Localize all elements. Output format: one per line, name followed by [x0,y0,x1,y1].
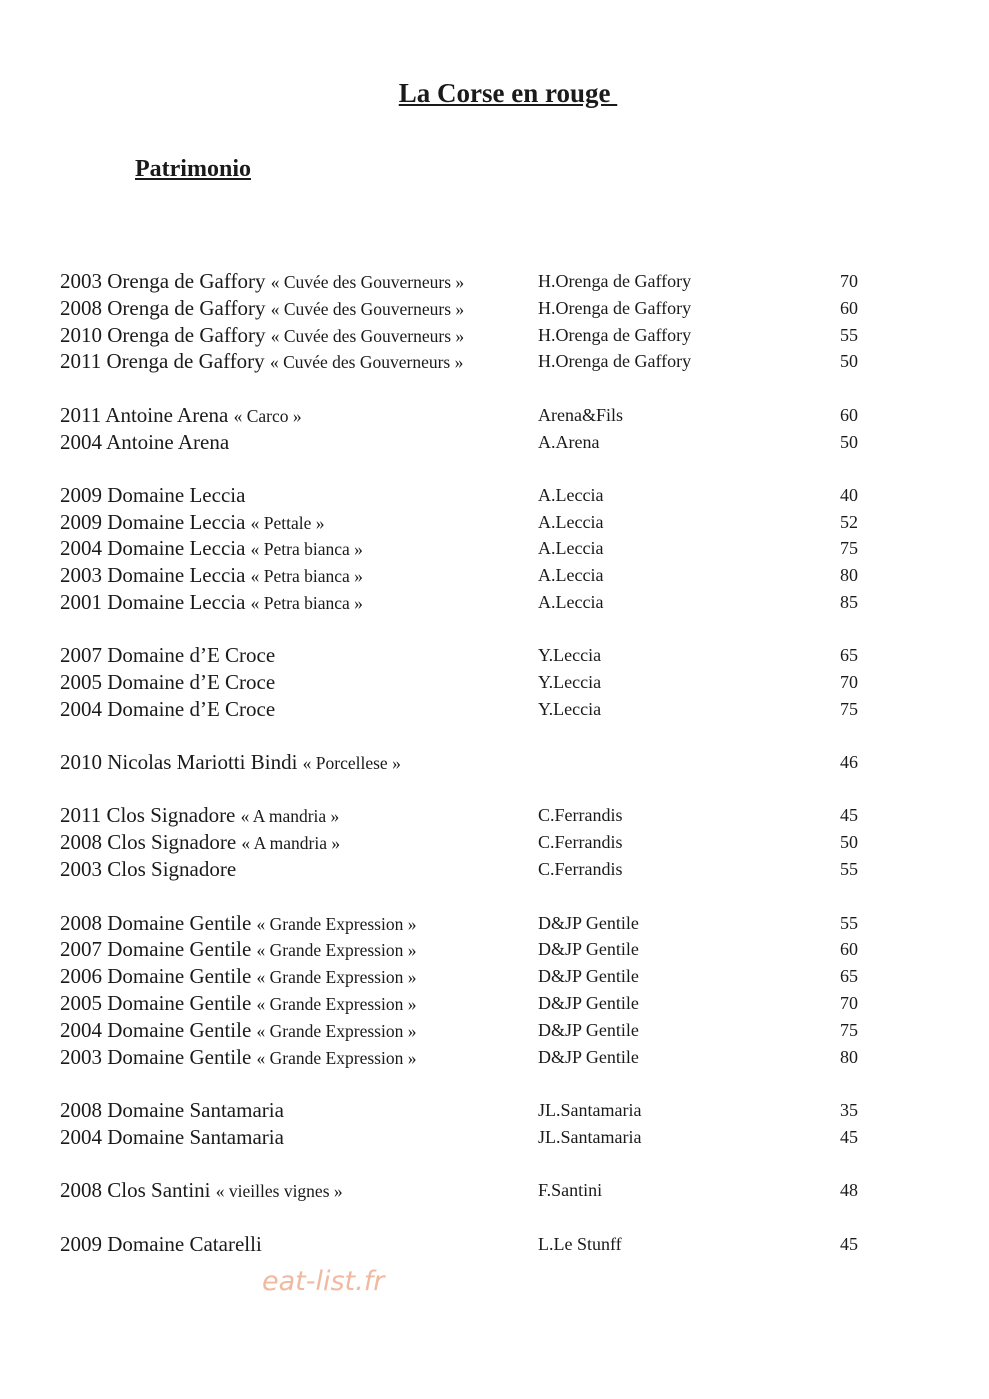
wine-producer: C.Ferrandis [538,832,623,852]
wine-row [0,856,989,883]
wine-name [60,669,275,696]
page-title: La Corse en rouge [398,78,618,108]
wine-vintage-name: 2008 Domaine Santamaria [60,1098,284,1122]
wine-price: 85 [840,592,858,612]
wine-name [60,963,416,991]
wine-producer: Y.Leccia [538,645,602,665]
wine-vintage-name: 2009 Domaine Leccia [60,483,246,507]
wine-cuvee: « Petra bianca » [250,539,363,559]
wine-vintage-name: 2001 Domaine Leccia [60,590,246,614]
wine-cuvee: « Petra bianca » [250,593,363,613]
wine-row [0,669,989,696]
wine-name [60,322,464,350]
wine-name [60,856,236,883]
wine-vintage-name: 2008 Domaine Gentile [60,911,252,935]
wine-producer: Y.Leccia [538,672,602,692]
wine-producer: H.Orenga de Gaffory [538,325,692,345]
wine-vintage-name: 2011 Orenga de Gaffory [60,349,265,373]
wine-price: 46 [840,752,858,772]
wine-row [0,562,989,589]
wine-row [0,936,989,963]
wine-row [0,295,989,322]
wine-cuvee: « A mandria » [240,806,340,826]
wine-name [60,802,339,830]
wine-producer: D&JP Gentile [538,939,639,959]
wine-producer: A.Leccia [538,485,604,505]
wine-producer: D&JP Gentile [538,966,639,986]
wine-cuvee: « Grande Expression » [256,1048,417,1068]
wine-vintage-name: 2006 Domaine Gentile [60,964,252,988]
wine-producer: H.Orenga de Gaffory [538,351,692,371]
wine-name [60,1231,262,1258]
wine-price: 70 [840,271,858,291]
wine-price: 50 [840,832,858,852]
wine-row [0,1124,989,1151]
wine-price: 50 [840,432,858,452]
wine-price: 55 [840,913,858,933]
wine-vintage-name: 2011 Antoine Arena [60,403,229,427]
wine-row [0,802,989,829]
wine-row [0,402,989,429]
wine-price: 75 [840,1020,858,1040]
wine-vintage-name: 2010 Nicolas Mariotti Bindi [60,750,298,774]
wine-producer: L.Le Stunff [538,1234,622,1254]
wine-producer: D&JP Gentile [538,1020,639,1040]
wine-name [60,509,325,537]
wine-cuvee: « vieilles vignes » [215,1181,343,1201]
wine-price: 55 [840,325,858,345]
wine-vintage-name: 2008 Orenga de Gaffory [60,296,266,320]
wine-name [60,1017,416,1045]
wine-producer: A.Leccia [538,565,604,585]
wine-price: 45 [840,1127,858,1147]
wine-cuvee: « Grande Expression » [256,940,417,960]
wine-vintage-name: 2011 Clos Signadore [60,803,236,827]
wine-row [0,429,989,456]
wine-vintage-name: 2009 Domaine Catarelli [60,1232,262,1256]
wine-producer: C.Ferrandis [538,859,623,879]
wine-name [60,1044,416,1072]
wine-name [60,429,229,456]
wine-price: 75 [840,538,858,558]
wine-name [60,268,464,296]
wine-name [60,402,302,430]
wine-vintage-name: 2007 Domaine Gentile [60,937,252,961]
wine-producer: D&JP Gentile [538,913,639,933]
wine-row [0,1044,989,1071]
wine-name [60,749,401,777]
section-heading: Patrimonio [135,156,251,182]
wine-price: 80 [840,1047,858,1067]
wine-price: 65 [840,645,858,665]
wine-producer: D&JP Gentile [538,993,639,1013]
wine-price: 52 [840,512,858,532]
wine-row [0,990,989,1017]
wine-row [0,963,989,990]
wine-name [60,562,363,590]
wine-row [0,1097,989,1124]
wine-name [60,1097,284,1124]
wine-producer: JL.Santamaria [538,1100,642,1120]
wine-cuvee: « Grande Expression » [256,1021,417,1041]
wine-producer: D&JP Gentile [538,1047,639,1067]
wine-name [60,348,463,376]
wine-vintage-name: 2008 Clos Santini [60,1178,211,1202]
watermark: eat-list.fr [262,1266,385,1297]
wine-vintage-name: 2005 Domaine d’E Croce [60,670,276,694]
wine-cuvee: « A mandria » [241,833,341,853]
wine-price: 40 [840,485,858,505]
wine-price: 60 [840,405,858,425]
wine-row [0,482,989,509]
wine-name [60,829,340,857]
wine-price: 55 [840,859,858,879]
wine-cuvee: « Cuvée des Gouverneurs » [270,326,465,346]
wine-name [60,482,245,509]
wine-producer: F.Santini [538,1180,603,1200]
wine-producer: A.Arena [538,432,600,452]
wine-producer: A.Leccia [538,512,604,532]
wine-name [60,589,363,617]
wine-row [0,696,989,723]
wine-name [60,1124,284,1151]
wine-producer: C.Ferrandis [538,805,623,825]
wine-row [0,589,989,616]
wine-row [0,268,989,295]
wine-cuvee: « Cuvée des Gouverneurs » [269,352,464,372]
wine-price: 60 [840,298,858,318]
wine-vintage-name: 2003 Domaine Leccia [60,563,246,587]
wine-vintage-name: 2008 Clos Signadore [60,830,237,854]
wine-price: 45 [840,1234,858,1254]
wine-vintage-name: 2007 Domaine d’E Croce [60,643,276,667]
wine-vintage-name: 2004 Domaine Leccia [60,536,246,560]
wine-vintage-name: 2004 Domaine Santamaria [60,1125,284,1149]
wine-vintage-name: 2004 Domaine d’E Croce [60,697,276,721]
wine-row [0,322,989,349]
wine-producer: Arena&Fils [538,405,623,425]
wine-vintage-name: 2010 Orenga de Gaffory [60,323,266,347]
wine-vintage-name: 2009 Domaine Leccia [60,510,246,534]
wine-row [0,1177,989,1204]
wine-name [60,936,416,964]
wine-producer: A.Leccia [538,538,604,558]
wine-row [0,749,989,776]
wine-vintage-name: 2003 Clos Signadore [60,857,237,881]
wine-cuvee: « Grande Expression » [256,914,417,934]
wine-row [0,535,989,562]
wine-cuvee: « Grande Expression » [256,994,417,1014]
wine-vintage-name: 2004 Domaine Gentile [60,1018,252,1042]
wine-producer: JL.Santamaria [538,1127,642,1147]
wine-name [60,1177,343,1205]
wine-producer: H.Orenga de Gaffory [538,271,692,291]
wine-row [0,1231,989,1258]
wine-price: 60 [840,939,858,959]
wine-name [60,535,363,563]
wine-price: 50 [840,351,858,371]
wine-producer: H.Orenga de Gaffory [538,298,692,318]
wine-row [0,829,989,856]
wine-producer: Y.Leccia [538,699,602,719]
wine-row [0,509,989,536]
wine-cuvee: « Porcellese » [302,753,401,773]
wine-name [60,295,464,323]
wine-price: 80 [840,565,858,585]
wine-name [60,642,275,669]
wine-name [60,910,416,938]
wine-cuvee: « Cuvée des Gouverneurs » [270,272,465,292]
wine-price: 70 [840,672,858,692]
wine-cuvee: « Cuvée des Gouverneurs » [270,299,465,319]
wine-cuvee: « Petra bianca » [250,566,363,586]
wine-vintage-name: 2003 Domaine Gentile [60,1045,252,1069]
wine-producer: A.Leccia [538,592,604,612]
wine-price: 35 [840,1100,858,1120]
wine-price: 48 [840,1180,858,1200]
wine-vintage-name: 2004 Antoine Arena [60,430,230,454]
wine-row [0,348,989,375]
wine-vintage-name: 2003 Orenga de Gaffory [60,269,266,293]
wine-price: 65 [840,966,858,986]
wine-name [60,696,275,723]
wine-row [0,910,989,937]
wine-price: 45 [840,805,858,825]
wine-name [60,990,416,1018]
wine-price: 75 [840,699,858,719]
wine-row [0,642,989,669]
wine-row [0,1017,989,1044]
wine-cuvee: « Carco » [233,406,302,426]
wine-price: 70 [840,993,858,1013]
wine-cuvee: « Grande Expression » [256,967,417,987]
wine-cuvee: « Pettale » [250,513,325,533]
wine-vintage-name: 2005 Domaine Gentile [60,991,252,1015]
